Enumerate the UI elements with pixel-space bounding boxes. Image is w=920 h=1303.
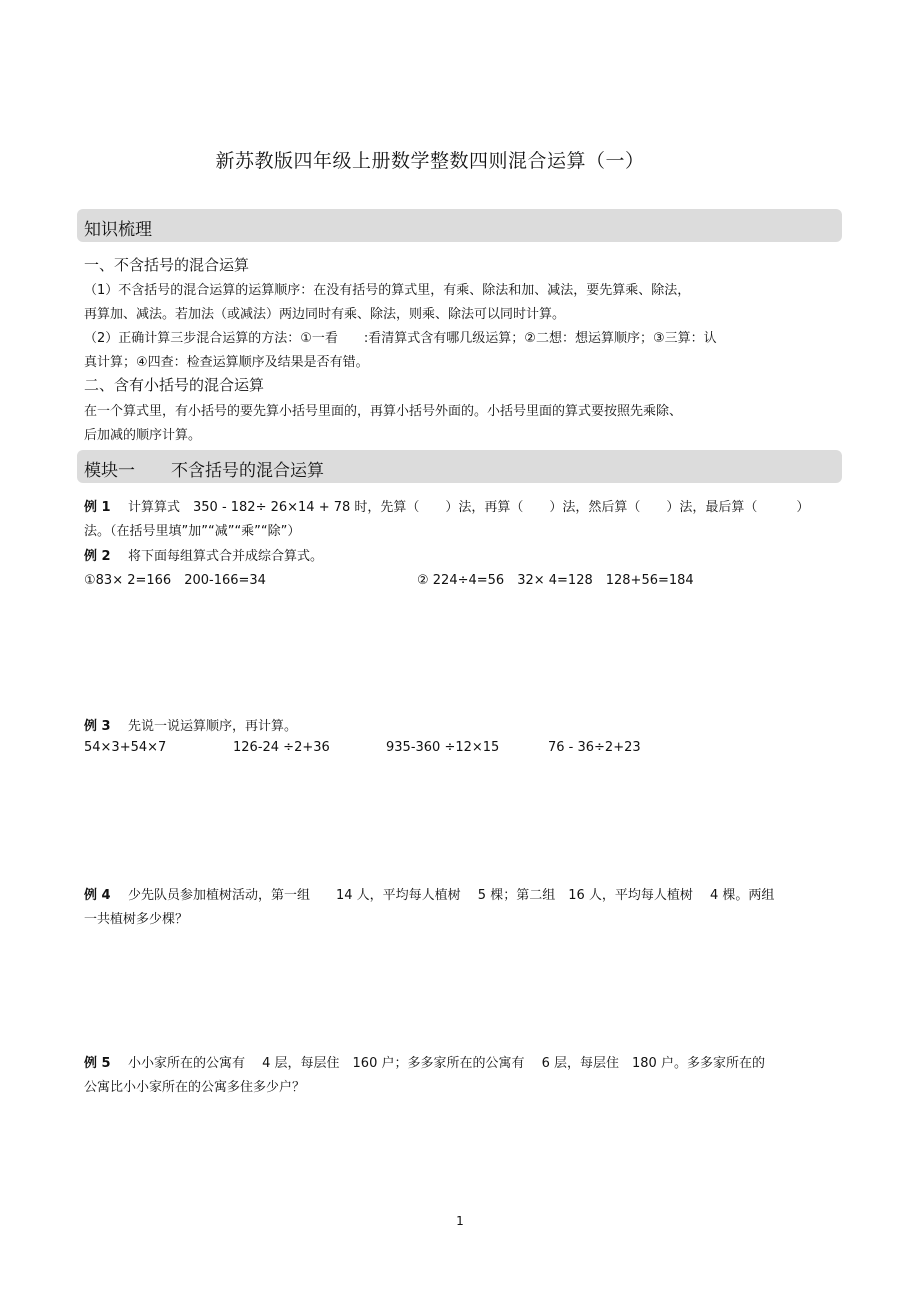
paragraph-line: 真计算；④四查：检查运算顺序及结果是否有错。 (84, 355, 369, 370)
example-text: 一共植树多少棵？ (84, 912, 189, 927)
paragraph-line: 再算加、减法。若加法（或减法）两边同时有乘、除法，则乘、除法可以同时计算。 (84, 307, 566, 322)
equation-group-2: ② 224÷4=56 32× 4=128 128+56=184 (417, 573, 694, 588)
page-title: 新苏教版四年级上册数学整数四则混合运算（一） (215, 150, 645, 172)
section-header-module1 (77, 450, 842, 483)
example-label: 例 2 (84, 549, 111, 564)
example-text: 计算算式 350 - 182÷ 26×14 + 78 时，先算（ ）法，再算（ ）法，然后算（ ）法，最后算（ ） (128, 500, 810, 515)
example-label: 例 5 (84, 1056, 111, 1071)
page-number: 1 (456, 1214, 464, 1228)
paragraph-line: 后加减的顺序计算。 (84, 428, 202, 443)
example-text: 先说一说运算顺序，再计算。 (128, 719, 298, 734)
section-header-knowledge (77, 209, 842, 242)
paragraph-line: 在一个算式里，有小括号的要先算小括号里面的，再算小括号外面的。小括号里面的算式要按照先乘除、 (84, 404, 683, 419)
subsection-title-2: 二、含有小括号的混合运算 (84, 376, 265, 394)
example-text: 少先队员参加植树活动，第一组 14 人，平均每人植树 5 棵；第二组 16 人，平均每人植树 4 棵。两组 (128, 888, 775, 903)
expression-item: 935-360 ÷12×15 (386, 740, 500, 755)
example-text: 小小家所在的公寓有 4 层，每层住 160 户；多多家所在的公寓有 6 层，每层住 180 户。多多家所在的 (128, 1056, 765, 1071)
expression-item: 76 - 36÷2+23 (548, 740, 641, 755)
module-title: 不含括号的混合运算 (171, 461, 324, 481)
expression-item: 126-24 ÷2+36 (233, 740, 330, 755)
example-text: 法。（在括号里填”加”“减”“乘”“除”） (84, 524, 301, 539)
expression-item: 54×3+54×7 (84, 740, 167, 755)
subsection-title-1: 一、不含括号的混合运算 (84, 256, 250, 274)
example-text: 将下面每组算式合并成综合算式。 (128, 549, 324, 564)
paragraph-line: （1）不含括号的混合运算的运算顺序：在没有括号的算式里，有乘、除法和加、减法，要先算乘、除法， (84, 283, 691, 298)
paragraph-line: （2）正确计算三步混合运算的方法：①一看 :看清算式含有哪几级运算；②二想：想运算顺序；③三算：认 (84, 331, 717, 346)
equation-group-1: ①83× 2=166 200-166=34 (84, 573, 266, 588)
section-header-label: 知识梳理 (84, 220, 152, 240)
example-label: 例 1 (84, 500, 111, 515)
example-label: 例 3 (84, 719, 111, 734)
example-label: 例 4 (84, 888, 111, 903)
example-text: 公寓比小小家所在的公寓多住多少户？ (84, 1080, 306, 1095)
module-label: 模块一 (84, 461, 135, 481)
